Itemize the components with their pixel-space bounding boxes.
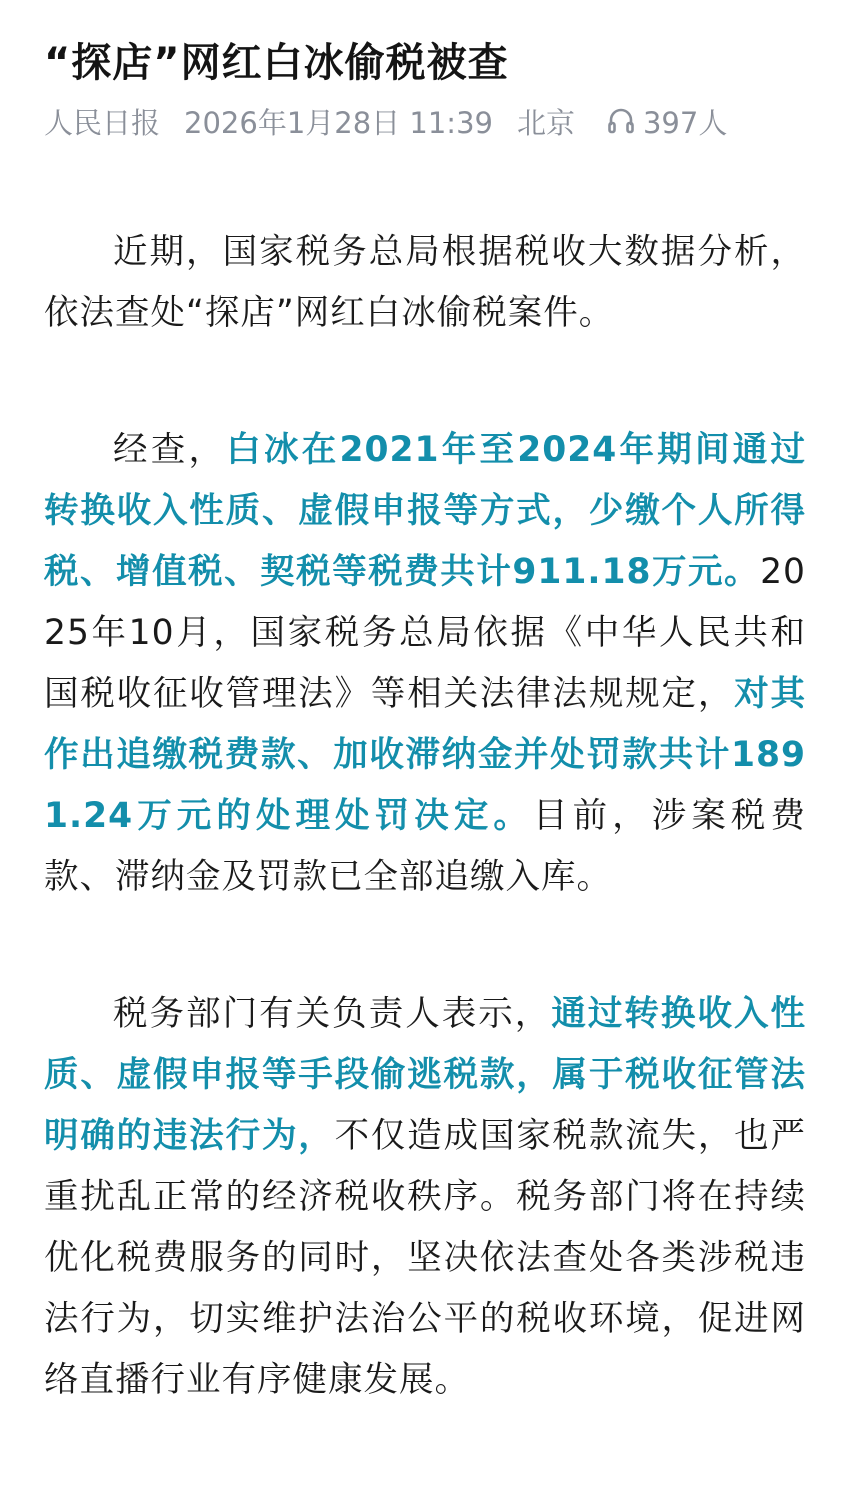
publish-location: 北京 — [516, 105, 575, 140]
paragraph-text: 2025年10月，国家税务总局依据《中华人民共和国税收征收管理法》等相关法律法规规定， — [44, 552, 806, 714]
headphones-icon — [605, 105, 637, 137]
highlighted-text: 通过转换收入性质、虚假申报等手段偷逃税款，属于税收征管法明确的违法行为， — [44, 994, 807, 1156]
paragraph-2 — [44, 420, 806, 908]
paragraph-text: 近期，国家税务总局根据税收大数据分析，依法查处“探店”网红白冰偷税案件。 — [44, 232, 806, 333]
listener-count: 397人 — [642, 105, 728, 140]
article-body — [44, 222, 806, 1411]
article-meta — [44, 98, 727, 144]
publish-date: 2026年1月28日 — [184, 105, 401, 140]
paragraph-3 — [44, 984, 806, 1411]
source-link[interactable]: 人民日报 — [44, 105, 161, 140]
paragraph-text: 目前，涉案税费款、滞纳金及罚款已全部追缴入库。 — [44, 796, 807, 897]
paragraph-1 — [44, 222, 806, 344]
highlighted-text: 对其作出追缴税费款、加收滞纳金并处罚款共计1891.24万元的处理处罚决定。 — [44, 674, 807, 836]
listen-button[interactable] — [605, 101, 727, 142]
article-title: “探店”网红白冰偷税被查 — [44, 39, 509, 86]
publish-datetime — [184, 101, 493, 142]
paragraph-text: 不仅造成国家税款流失，也严重扰乱正常的经济税收秩序。税务部门将在持续优化税费服务的同时，坚决依法查处各类涉税违法行为，切实维护法治公平的税收环境，促进网络直播行业有序健康发展。 — [44, 1116, 807, 1400]
publish-time: 11:39 — [409, 105, 493, 140]
paragraph-text: 经查， — [113, 430, 227, 470]
highlighted-text: 白冰在2021年至2024年期间通过转换收入性质、虚假申报等方式，少缴个人所得税、增值税、契税等税费共计911.18万元。 — [44, 430, 807, 592]
paragraph-text: 税务部门有关负责人表示， — [113, 994, 552, 1034]
